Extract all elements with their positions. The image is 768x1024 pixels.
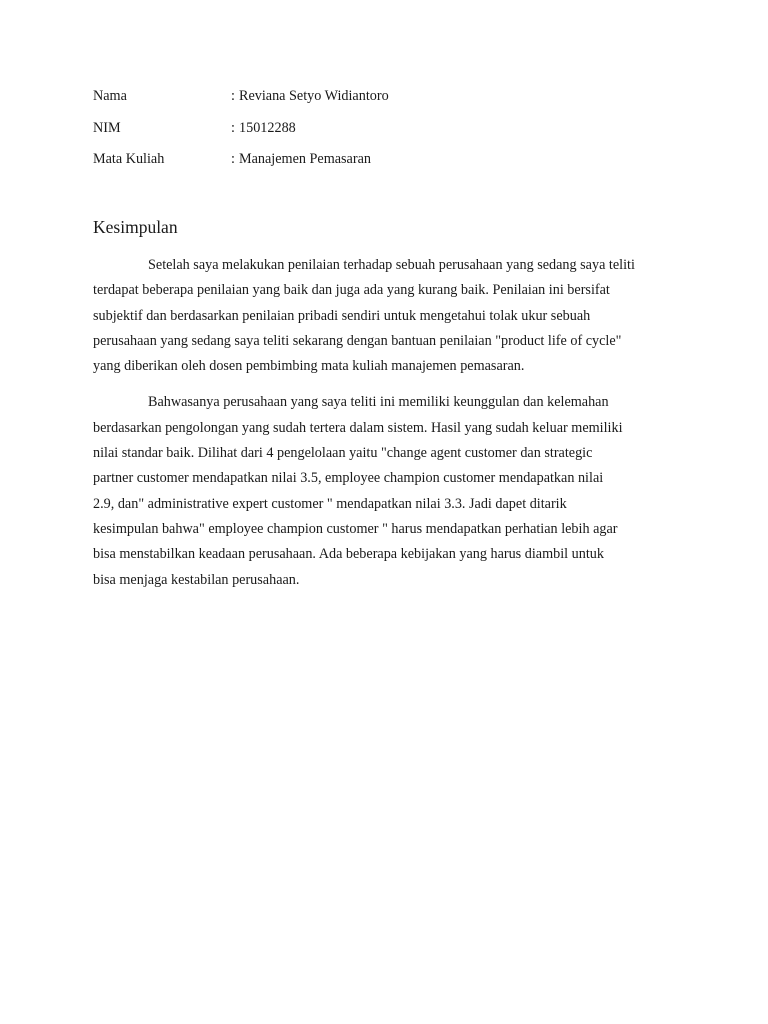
course-value: Manajemen Pemasaran [239,151,371,167]
text-line: terdapat beberapa penilaian yang baik dan juga ada yang kurang baik. Penilaian ini bersifat [93,282,610,299]
text-line: bisa menjaga kestabilan perusahaan. [93,571,300,588]
text-line: perusahaan yang sedang saya teliti sekarang dengan bantuan penilaian "product life of cycle" [93,332,622,349]
text-line: yang diberikan oleh dosen pembimbing mata kuliah manajemen pemasaran. [93,358,525,375]
student-info [93,86,693,181]
nim-value: 15012288 [239,119,296,136]
name-value: Reviana Setyo Widiantoro [239,88,389,104]
course-separator: : [231,151,235,167]
nim-separator: : [231,119,235,136]
text-line: partner customer mendapatkan nilai 3.5, employee champion customer mendapatkan nilai [93,470,604,487]
paragraph-1 [93,253,683,379]
body-text [93,253,683,604]
paragraph-2 [93,390,683,592]
text-line: 2.9, dan" administrative expert customer " mendapatkan nilai 3.3. Jadi dapet ditarik [93,495,567,512]
text-line: Setelah saya melakukan penilaian terhadap sebuah perusahaan yang sedang saya teliti [148,257,635,273]
course-row [93,149,693,181]
course-label: Mata Kuliah [93,151,165,167]
section-heading: Kesimpulan [93,217,178,237]
nim-label: NIM [93,119,121,136]
name-separator: : [231,88,235,104]
text-line: berdasarkan pengolongan yang sudah tertera dalam sistem. Hasil yang sudah keluar memiliki [93,419,623,436]
text-line: subjektif dan berdasarkan penilaian pribadi sendiri untuk mengetahui tolak ukur sebuah [93,307,591,324]
text-line: bisa menstabilkan keadaan perusahaan. Ada beberapa kebijakan yang harus diambil untuk [93,546,604,563]
text-line: nilai standar baik. Dilihat dari 4 pengelolaan yaitu "change agent customer dan strategic [93,445,593,462]
text-line: Bahwasanya perusahaan yang saya teliti ini memiliki keunggulan dan kelemahan [148,394,609,411]
nim-row [93,118,693,150]
text-line: kesimpulan bahwa" employee champion customer " harus mendapatkan perhatian lebih agar [93,520,618,537]
name-row [93,86,693,118]
name-label: Nama [93,88,127,104]
